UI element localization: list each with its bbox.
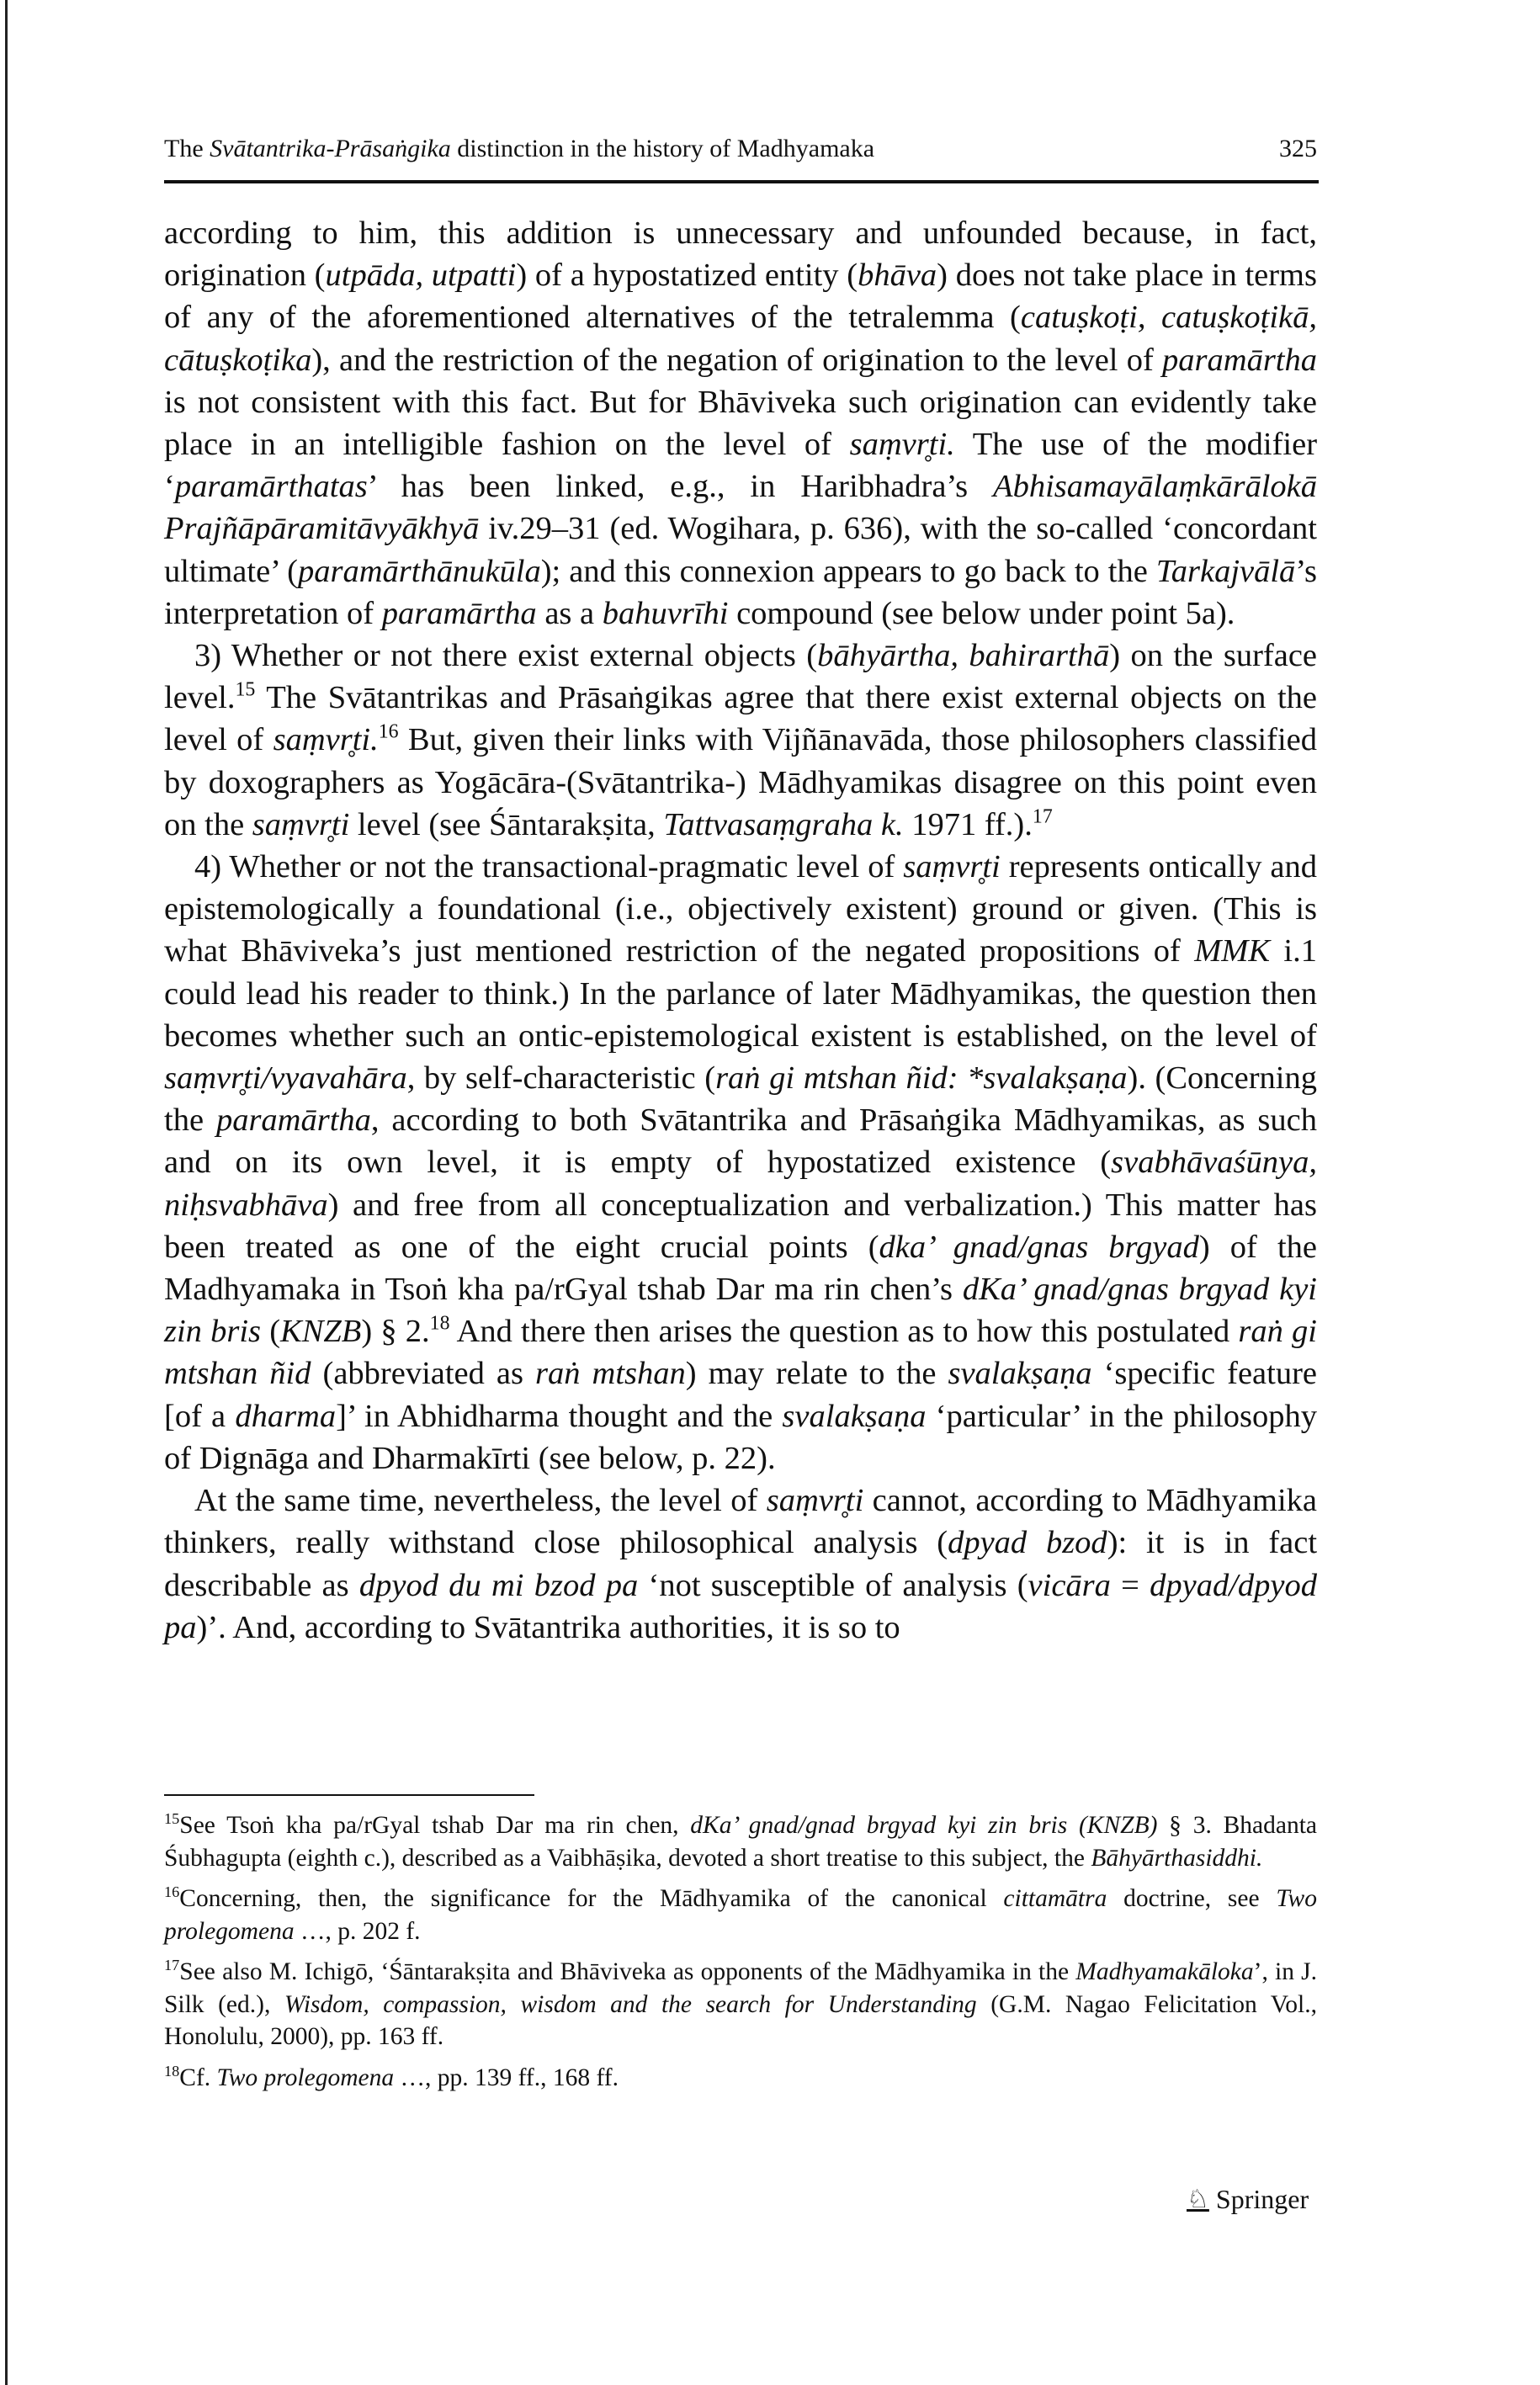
italic-term: svabhāvaśūnya, niḥsvabhāva <box>164 1145 1317 1223</box>
italic-term: dka’ gnad/gnas brgyad <box>879 1229 1199 1265</box>
text-run: ): it is in fact describable as <box>164 1525 1318 1603</box>
text-run: § 3. Bhadanta Śubhagupta (eighth c.), described as a Vaibhāṣika, devoted a short treatise to this subject, the <box>164 1812 1317 1872</box>
text-run: At the same time, nevertheless, the level of <box>194 1483 767 1519</box>
italic-term: Abhisamayālaṃkārālokā Prajñāpāramitāvyākhyā <box>164 469 1317 547</box>
text-run: And there then arises the question as to how this postulated <box>449 1314 1239 1350</box>
text-run: The Svātantrikas and Prāsaṅgikas agree that there exist external objects on the level of <box>164 680 1317 758</box>
running-title <box>164 135 874 163</box>
italic-term: paramārtha <box>215 1102 371 1139</box>
springer-horse-icon: ♘ <box>1187 2186 1209 2213</box>
text-run: i.1 could lead his reader to think.) In the parlance of later Mādhyamikas, the question then becomes whether such an ontic-epistemological existent is established, on the level of <box>164 933 1317 1054</box>
italic-term: cittamātra <box>1003 1885 1107 1912</box>
text-run: , by self-characteristic ( <box>406 1060 716 1097</box>
text-run: ) § 2. <box>361 1314 430 1350</box>
text-run: cannot, according to Mādhyamika thinkers, really withstand close philosophical analysis ( <box>164 1483 1317 1561</box>
text-run: ) may relate to the <box>685 1356 948 1392</box>
italic-term: Wisdom, compassion, wisdom and the search for Understanding <box>284 1990 977 2018</box>
text-run: is not consistent with this fact. But for Bhāviveka such origination can evidently take place in an intelligible fashion on the level of <box>164 384 1317 463</box>
paragraph <box>164 1479 1317 1649</box>
text-run: ’ has been linked, e.g., in Haribhadra’s <box>367 469 994 505</box>
text-run: ‘specific feature [of a <box>164 1356 1317 1434</box>
text-run: ) on the surface level. <box>164 638 1317 716</box>
text-run: But, given their links with Vijñānavāda, those philosophers classified by doxographers as Yogācāra-(Svātantrika-) Mādhyamikas disagree on this point even on the <box>164 722 1317 842</box>
footnote-ref: 15 <box>164 1810 180 1828</box>
text-run: ) of a hypostatized entity ( <box>516 258 858 294</box>
text-run: See Tsoṅ kha pa/rGyal tshab Dar ma rin chen, <box>179 1812 691 1839</box>
italic-term: Bāhyārthasiddhi. <box>1091 1844 1263 1872</box>
text-run: The use of the modifier ‘ <box>164 427 1318 505</box>
publisher-mark <box>1187 2184 1309 2215</box>
text-run: according to him, this addition is unnecessary and unfounded because, in fact, origination ( <box>164 215 1317 294</box>
text-run: distinction in the history of Madhyamaka <box>450 135 875 162</box>
text-run: ‘particular’ in the philosophy of Dignāga and Dharmakīrti (see below, p. 22). <box>164 1398 1317 1476</box>
text-run: ) does not take place in terms of any of the aforementioned alternatives of the tetralemma ( <box>164 258 1317 336</box>
italic-term: paramārtha <box>1162 342 1317 378</box>
footnote-ref: 15 <box>235 678 256 701</box>
italic-term: bāhyārtha, bahirarthā <box>817 638 1110 674</box>
scan-edge <box>5 0 8 2385</box>
italic-term: paramārthānukūla <box>297 553 541 589</box>
italic-term: saṃvr̥ti/vyavahāra <box>164 1060 407 1097</box>
italic-term: Two prolegomena <box>164 1885 1317 1945</box>
text-run: iv.29–31 (ed. Wogihara, p. 636), with the so-called ‘concordant ultimate’ ( <box>164 511 1317 589</box>
italic-term: catuṣkoṭi, catuṣkoṭikā, cātuṣkoṭika <box>164 300 1317 378</box>
header-rule <box>164 180 1319 183</box>
paragraph <box>164 846 1317 1479</box>
italic-term: dKa’ gnad/gnad brgyad kyi zin bris (KNZB) <box>690 1812 1158 1839</box>
publisher-name: Springer <box>1215 2184 1309 2214</box>
footnote-ref: 17 <box>1032 805 1053 828</box>
italic-term: Tarkajvālā <box>1155 553 1296 589</box>
footnote <box>164 1883 1317 1947</box>
footnote-ref: 16 <box>378 721 399 744</box>
footnote <box>164 2062 1317 2095</box>
text-run: doctrine, see <box>1107 1885 1277 1912</box>
italic-term: svalakṣaṇa <box>948 1356 1092 1392</box>
footnote-ref: 18 <box>429 1312 450 1335</box>
italic-term: KNZB <box>280 1314 362 1350</box>
text-run: ‘not susceptible of analysis ( <box>638 1567 1028 1603</box>
paragraph <box>164 635 1317 846</box>
italic-term: Madhyamakāloka <box>1075 1958 1254 1985</box>
italic-term: raṅ gi mtshan ñid <box>164 1314 1317 1392</box>
italic-term: saṃvr̥ti. <box>273 722 379 758</box>
text-run: Cf. <box>179 2064 217 2091</box>
italic-term: bahuvrīhi <box>602 595 729 631</box>
text-run: , according to both Svātantrika and Prāsaṅgika Mādhyamikas, as such and on its own level, it is empty of hypostatized existence ( <box>164 1102 1317 1181</box>
text-run: ); and this connexion appears to go back to the <box>540 553 1156 589</box>
text-run: ) and free from all conceptualization and verbalization.) This matter has been treated as one of the eight crucial points ( <box>164 1187 1317 1265</box>
footnote-ref: 16 <box>164 1883 180 1901</box>
text-run: level (see Śāntarakṣita, <box>349 806 664 842</box>
text-run: = <box>1110 1567 1150 1603</box>
footnote <box>164 1956 1317 2053</box>
paragraph <box>164 212 1317 635</box>
text-run: ) of the Madhyamaka in Tsoṅ kha pa/rGyal tshab Dar ma rin chen’s <box>164 1229 1317 1308</box>
text-run: ]’ in Abhidharma thought and the <box>336 1398 783 1434</box>
italic-term: paramārthatas <box>174 469 368 505</box>
text-run: The <box>164 135 210 162</box>
footnotes <box>164 1809 1317 2102</box>
italic-term: raṅ mtshan <box>535 1356 686 1392</box>
text-run: compound (see below under point 5a). <box>728 595 1235 631</box>
italic-term: dpyod du mi bzod pa <box>358 1567 639 1603</box>
text-run: ). (Concerning the <box>164 1060 1317 1139</box>
text-run: (abbreviated as <box>311 1356 536 1392</box>
italic-term: saṃvr̥ti <box>252 806 350 842</box>
main-text <box>164 212 1317 1649</box>
italic-term: dKa’ gnad/gnas brgyad kyi zin bris <box>164 1272 1317 1350</box>
text-run: …, p. 202 f. <box>294 1917 421 1945</box>
text-run: )’. And, according to Svātantrika authorities, it is so to <box>196 1609 900 1645</box>
italic-term: saṃvr̥ti. <box>849 427 955 463</box>
text-run: as a <box>536 595 603 631</box>
text-run: 1971 ff.). <box>903 806 1033 842</box>
italic-term: saṃvr̥ti <box>903 849 1001 885</box>
text-run: ’s interpretation of <box>164 553 1317 631</box>
running-header <box>164 135 1317 163</box>
text-run: ), and the restriction of the negation of origination to the level of <box>311 342 1163 378</box>
italic-term: Two prolegomena <box>216 2064 395 2091</box>
italic-term: saṃvr̥ti <box>766 1483 864 1519</box>
footnote-rule <box>164 1794 534 1796</box>
footnote <box>164 1809 1317 1874</box>
text-run: 3) Whether or not there exist external objects ( <box>194 638 818 674</box>
italic-term: bhāva <box>858 258 937 294</box>
italic-term: dharma <box>235 1398 337 1434</box>
page-number: 325 <box>1279 135 1317 162</box>
italic-term: paramārtha <box>381 595 537 631</box>
italic-term: Svātantrika-Prāsaṅgika <box>210 135 451 162</box>
italic-term: raṅ gi mtshan ñid: *svalakṣaṇa <box>715 1060 1128 1097</box>
text-run: ’, in J. Silk (ed.), <box>164 1958 1318 2018</box>
italic-term: dpyad bzod <box>948 1525 1107 1561</box>
italic-term: vicāra <box>1028 1567 1111 1603</box>
italic-term: Tattvasaṃgraha k. <box>663 806 904 842</box>
text-run: See also M. Ichigō, ‘Śāntarakṣita and Bhāviveka as opponents of the Mādhyamika in the <box>179 1958 1076 1985</box>
text-run: Concerning, then, the significance for the Mādhyamika of the canonical <box>179 1885 1004 1912</box>
italic-term: utpāda, utpatti <box>325 258 517 294</box>
footnote-ref: 18 <box>164 2062 180 2080</box>
text-run: …, pp. 139 ff., 168 ff. <box>394 2064 619 2091</box>
italic-term: dpyad/dpyod pa <box>164 1567 1318 1645</box>
footnote-ref: 17 <box>164 1957 180 1974</box>
text-run: ( <box>261 1314 281 1350</box>
text-run: (G.M. Nagao Felicitation Vol., Honolulu, 2000), pp. 163 ff. <box>164 1990 1317 2050</box>
text-run: represents ontically and epistemologically a foundational (i.e., objectively existent) ground or given. (This is what Bhāviveka’s just mentioned restriction of the negated propositions of <box>164 849 1317 969</box>
italic-term: svalakṣaṇa <box>782 1398 927 1434</box>
text-run: 4) Whether or not the transactional-pragmatic level of <box>194 849 904 885</box>
italic-term: MMK <box>1194 933 1271 969</box>
